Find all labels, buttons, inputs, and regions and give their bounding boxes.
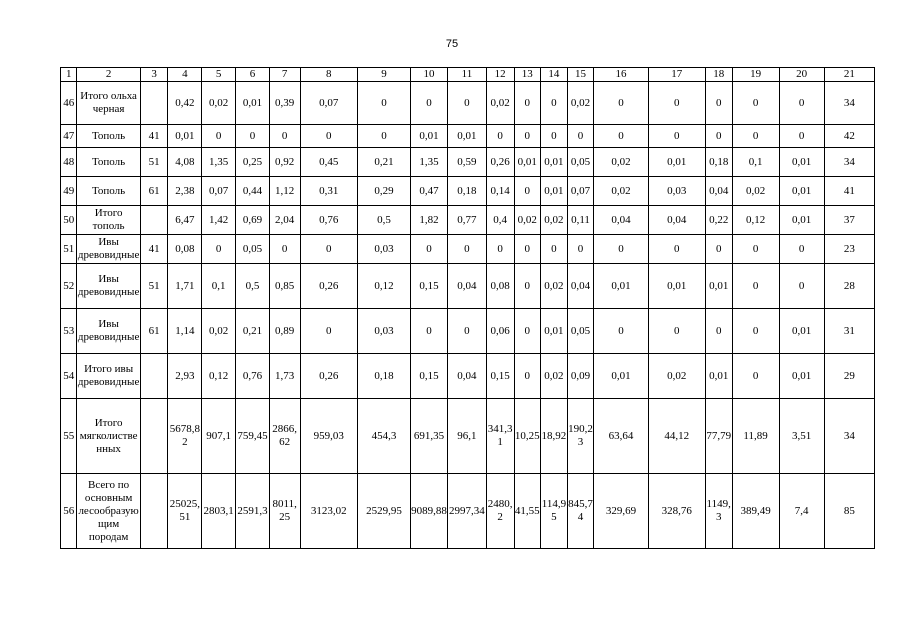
table-cell: 5678,82 xyxy=(168,399,202,474)
table-cell: 0 xyxy=(514,354,541,399)
table-cell: 0,01 xyxy=(447,125,486,148)
column-header: 8 xyxy=(300,68,357,82)
table-cell: 389,49 xyxy=(732,474,779,549)
table-cell: 0 xyxy=(447,309,486,354)
table-cell: 2,04 xyxy=(269,206,300,235)
table-cell: 0,77 xyxy=(447,206,486,235)
species-name-cell: Итого тополь xyxy=(77,206,140,235)
table-cell: 845,74 xyxy=(567,474,594,549)
table-cell: 0 xyxy=(648,235,705,264)
column-header: 21 xyxy=(824,68,874,82)
table-cell: 7,4 xyxy=(779,474,824,549)
table-cell: 0 xyxy=(732,309,779,354)
table-cell: 0,01 xyxy=(705,354,732,399)
column-header: 15 xyxy=(567,68,594,82)
column-header: 18 xyxy=(705,68,732,82)
table-cell: 0 xyxy=(779,235,824,264)
table-cell: 0,01 xyxy=(779,309,824,354)
table-cell: 29 xyxy=(824,354,874,399)
table-cell: 1,35 xyxy=(202,148,236,177)
table-cell: 41 xyxy=(140,125,168,148)
table-cell: 0 xyxy=(514,235,541,264)
table-cell xyxy=(140,474,168,549)
table-cell: 10,25 xyxy=(514,399,541,474)
table-cell: 0 xyxy=(236,125,270,148)
table-cell: 0,11 xyxy=(567,206,594,235)
table-cell: 41 xyxy=(140,235,168,264)
column-header: 3 xyxy=(140,68,168,82)
table-row xyxy=(61,148,875,177)
table-cell: 0,1 xyxy=(202,264,236,309)
table-row xyxy=(61,309,875,354)
table-cell: 0 xyxy=(705,309,732,354)
table-cell: 0 xyxy=(779,264,824,309)
column-header: 12 xyxy=(486,68,514,82)
table-cell: 0,01 xyxy=(779,148,824,177)
table-cell: 9089,88 xyxy=(411,474,448,549)
table-cell: 0,22 xyxy=(705,206,732,235)
table-cell: 0 xyxy=(732,235,779,264)
column-header: 1 xyxy=(61,68,77,82)
table-cell: 2,38 xyxy=(168,177,202,206)
table-cell: 0,4 xyxy=(486,206,514,235)
table-cell: 42 xyxy=(824,125,874,148)
table-cell: 0,42 xyxy=(168,82,202,125)
column-header: 11 xyxy=(447,68,486,82)
table-cell: 0,12 xyxy=(357,264,410,309)
table-cell: 0 xyxy=(357,82,410,125)
column-header: 14 xyxy=(541,68,568,82)
table-cell: 0 xyxy=(269,235,300,264)
table-cell: 0 xyxy=(514,264,541,309)
row-number-cell: 56 xyxy=(61,474,77,549)
table-cell: 3123,02 xyxy=(300,474,357,549)
row-number-cell: 46 xyxy=(61,82,77,125)
data-table xyxy=(60,67,875,549)
table-cell: 0 xyxy=(732,354,779,399)
table-cell: 1,73 xyxy=(269,354,300,399)
column-header: 7 xyxy=(269,68,300,82)
table-cell: 0 xyxy=(648,125,705,148)
table-cell: 0,04 xyxy=(648,206,705,235)
table-cell: 0,21 xyxy=(357,148,410,177)
table-cell xyxy=(140,206,168,235)
table-row xyxy=(61,125,875,148)
table-cell: 0 xyxy=(202,125,236,148)
table-cell: 0,01 xyxy=(541,309,568,354)
table-cell: 0 xyxy=(779,82,824,125)
row-number-cell: 51 xyxy=(61,235,77,264)
table-cell: 0,18 xyxy=(705,148,732,177)
table-cell: 0,01 xyxy=(541,177,568,206)
table-cell: 41 xyxy=(824,177,874,206)
table-cell: 454,3 xyxy=(357,399,410,474)
table-cell: 0,18 xyxy=(447,177,486,206)
row-number-cell: 52 xyxy=(61,264,77,309)
column-header: 10 xyxy=(411,68,448,82)
table-cell: 0 xyxy=(300,309,357,354)
table-cell: 0 xyxy=(411,309,448,354)
table-cell: 0 xyxy=(648,82,705,125)
table-cell: 0 xyxy=(732,125,779,148)
column-header: 6 xyxy=(236,68,270,82)
table-cell: 0 xyxy=(541,235,568,264)
table-cell: 0 xyxy=(514,309,541,354)
table-cell: 0,02 xyxy=(514,206,541,235)
table-cell: 0,03 xyxy=(648,177,705,206)
table-cell: 0,69 xyxy=(236,206,270,235)
table-cell: 0 xyxy=(447,82,486,125)
table-cell: 0,08 xyxy=(486,264,514,309)
table-row xyxy=(61,177,875,206)
table-cell: 0 xyxy=(411,82,448,125)
table-cell: 77,79 xyxy=(705,399,732,474)
table-cell: 0,02 xyxy=(202,309,236,354)
table-cell: 0,09 xyxy=(567,354,594,399)
species-name-cell: Итого ольха черная xyxy=(77,82,140,125)
table-cell: 0,76 xyxy=(236,354,270,399)
table-cell: 0,05 xyxy=(567,148,594,177)
table-cell: 0,31 xyxy=(300,177,357,206)
table-cell: 0 xyxy=(567,125,594,148)
table-row xyxy=(61,82,875,125)
table-cell: 2480,2 xyxy=(486,474,514,549)
table-cell: 0,01 xyxy=(594,264,648,309)
table-cell: 1149,3 xyxy=(705,474,732,549)
column-header: 19 xyxy=(732,68,779,82)
table-cell: 0 xyxy=(705,82,732,125)
table-cell: 0,18 xyxy=(357,354,410,399)
species-name-cell: Тополь xyxy=(77,148,140,177)
column-header: 13 xyxy=(514,68,541,82)
table-cell: 0,04 xyxy=(705,177,732,206)
table-cell: 0,01 xyxy=(514,148,541,177)
table-cell xyxy=(140,82,168,125)
table-cell: 0 xyxy=(447,235,486,264)
table-cell: 31 xyxy=(824,309,874,354)
table-cell: 61 xyxy=(140,177,168,206)
table-cell: 1,35 xyxy=(411,148,448,177)
table-cell: 0,01 xyxy=(541,148,568,177)
table-cell: 329,69 xyxy=(594,474,648,549)
table-cell: 0 xyxy=(202,235,236,264)
table-cell: 190,23 xyxy=(567,399,594,474)
species-name-cell: Ивы древовидные xyxy=(77,264,140,309)
table-cell: 0,39 xyxy=(269,82,300,125)
table-cell: 0,07 xyxy=(567,177,594,206)
table-cell: 0,02 xyxy=(486,82,514,125)
table-cell: 0,02 xyxy=(541,354,568,399)
page-number: 75 xyxy=(445,38,459,50)
species-name-cell: Ивы древовидные xyxy=(77,235,140,264)
table-cell: 28 xyxy=(824,264,874,309)
table-cell: 11,89 xyxy=(732,399,779,474)
table-cell: 51 xyxy=(140,148,168,177)
table-cell: 2529,95 xyxy=(357,474,410,549)
column-header: 5 xyxy=(202,68,236,82)
table-cell: 4,08 xyxy=(168,148,202,177)
row-number-cell: 53 xyxy=(61,309,77,354)
table-cell: 0,02 xyxy=(541,264,568,309)
table-cell: 0,5 xyxy=(357,206,410,235)
table-cell: 0,01 xyxy=(779,354,824,399)
table-cell: 44,12 xyxy=(648,399,705,474)
table-cell: 0,01 xyxy=(168,125,202,148)
column-header: 9 xyxy=(357,68,410,82)
table-cell xyxy=(140,399,168,474)
table-row xyxy=(61,354,875,399)
table-cell xyxy=(140,354,168,399)
table-cell: 0,45 xyxy=(300,148,357,177)
table-cell: 63,64 xyxy=(594,399,648,474)
species-name-cell: Тополь xyxy=(77,177,140,206)
table-cell: 0,08 xyxy=(168,235,202,264)
table-cell: 51 xyxy=(140,264,168,309)
table-cell: 1,12 xyxy=(269,177,300,206)
table-cell: 0,25 xyxy=(236,148,270,177)
column-header: 17 xyxy=(648,68,705,82)
table-cell: 1,71 xyxy=(168,264,202,309)
table-row xyxy=(61,206,875,235)
table-cell: 0 xyxy=(486,235,514,264)
header-row xyxy=(61,68,875,82)
table-row xyxy=(61,474,875,549)
table-cell: 0,05 xyxy=(567,309,594,354)
table-cell: 0 xyxy=(300,235,357,264)
species-name-cell: Ивы древовидные xyxy=(77,309,140,354)
table-cell: 0 xyxy=(514,125,541,148)
table-cell: 85 xyxy=(824,474,874,549)
table-cell: 0,03 xyxy=(357,309,410,354)
table-cell: 0,1 xyxy=(732,148,779,177)
table-cell: 0,47 xyxy=(411,177,448,206)
species-name-cell: Всего по основным лесообразующим породам xyxy=(77,474,140,549)
column-header: 16 xyxy=(594,68,648,82)
table-cell: 34 xyxy=(824,148,874,177)
table-cell: 0,04 xyxy=(447,264,486,309)
table-cell: 18,92 xyxy=(541,399,568,474)
table-cell: 61 xyxy=(140,309,168,354)
table-cell: 2997,34 xyxy=(447,474,486,549)
table-cell: 1,14 xyxy=(168,309,202,354)
table-cell: 0,05 xyxy=(236,235,270,264)
table-cell: 0 xyxy=(486,125,514,148)
table-cell: 2,93 xyxy=(168,354,202,399)
table-cell: 37 xyxy=(824,206,874,235)
table-cell: 0,07 xyxy=(202,177,236,206)
table-cell: 0,01 xyxy=(705,264,732,309)
table-cell: 2591,3 xyxy=(236,474,270,549)
table-cell: 0,12 xyxy=(732,206,779,235)
table-cell: 0,92 xyxy=(269,148,300,177)
table-cell: 0,02 xyxy=(541,206,568,235)
table-cell: 0 xyxy=(541,125,568,148)
table-cell: 0,01 xyxy=(779,177,824,206)
table-cell: 8011,25 xyxy=(269,474,300,549)
table-cell: 0 xyxy=(594,309,648,354)
table-cell: 114,95 xyxy=(541,474,568,549)
table-cell: 0,29 xyxy=(357,177,410,206)
table-cell: 0,02 xyxy=(202,82,236,125)
row-number-cell: 54 xyxy=(61,354,77,399)
table-cell: 0,26 xyxy=(300,264,357,309)
table-cell: 0,89 xyxy=(269,309,300,354)
table-cell: 907,1 xyxy=(202,399,236,474)
table-cell: 0,07 xyxy=(300,82,357,125)
table-cell: 0 xyxy=(514,177,541,206)
table-cell: 0,04 xyxy=(567,264,594,309)
table-cell: 0 xyxy=(594,235,648,264)
table-cell: 0,01 xyxy=(648,148,705,177)
table-cell: 0 xyxy=(300,125,357,148)
table-cell: 0,02 xyxy=(648,354,705,399)
table-cell: 0,02 xyxy=(594,148,648,177)
table-cell: 0 xyxy=(648,309,705,354)
row-number-cell: 47 xyxy=(61,125,77,148)
table-cell: 0 xyxy=(732,264,779,309)
table-row xyxy=(61,264,875,309)
table-cell: 6,47 xyxy=(168,206,202,235)
row-number-cell: 48 xyxy=(61,148,77,177)
table-cell: 3,51 xyxy=(779,399,824,474)
table-cell: 0,26 xyxy=(486,148,514,177)
table-cell: 34 xyxy=(824,82,874,125)
table-cell: 0,01 xyxy=(594,354,648,399)
table-cell: 341,31 xyxy=(486,399,514,474)
table-cell: 0 xyxy=(705,125,732,148)
table-cell: 2866,62 xyxy=(269,399,300,474)
table-cell: 0,04 xyxy=(447,354,486,399)
table-cell: 23 xyxy=(824,235,874,264)
table-cell: 0 xyxy=(514,82,541,125)
table-cell: 96,1 xyxy=(447,399,486,474)
table-cell: 0,76 xyxy=(300,206,357,235)
table-cell: 0,01 xyxy=(236,82,270,125)
table-cell: 34 xyxy=(824,399,874,474)
table-cell: 0,15 xyxy=(486,354,514,399)
column-header: 4 xyxy=(168,68,202,82)
table-cell: 0 xyxy=(705,235,732,264)
table-cell: 0 xyxy=(732,82,779,125)
table-row xyxy=(61,235,875,264)
table-cell: 0,02 xyxy=(567,82,594,125)
table-cell: 0 xyxy=(567,235,594,264)
table-cell: 0 xyxy=(594,82,648,125)
table-cell: 959,03 xyxy=(300,399,357,474)
table-cell: 0 xyxy=(541,82,568,125)
column-header: 2 xyxy=(77,68,140,82)
table-cell: 0,85 xyxy=(269,264,300,309)
table-cell: 1,42 xyxy=(202,206,236,235)
table-cell: 0,01 xyxy=(648,264,705,309)
column-header: 20 xyxy=(779,68,824,82)
table-cell: 0,14 xyxy=(486,177,514,206)
table-cell: 691,35 xyxy=(411,399,448,474)
table-cell: 0 xyxy=(779,125,824,148)
table-cell: 0,21 xyxy=(236,309,270,354)
table-cell: 759,45 xyxy=(236,399,270,474)
table-cell: 0,15 xyxy=(411,354,448,399)
species-name-cell: Итого ивы древовидные xyxy=(77,354,140,399)
table-cell: 1,82 xyxy=(411,206,448,235)
table-cell: 328,76 xyxy=(648,474,705,549)
table-cell: 0,03 xyxy=(357,235,410,264)
table-cell: 0,26 xyxy=(300,354,357,399)
species-name-cell: Итого мягколиственных xyxy=(77,399,140,474)
table-cell: 0,01 xyxy=(411,125,448,148)
table-cell: 0,44 xyxy=(236,177,270,206)
species-name-cell: Тополь xyxy=(77,125,140,148)
table-cell: 0,04 xyxy=(594,206,648,235)
table-cell: 0 xyxy=(269,125,300,148)
row-number-cell: 50 xyxy=(61,206,77,235)
row-number-cell: 49 xyxy=(61,177,77,206)
table-cell: 25025,51 xyxy=(168,474,202,549)
row-number-cell: 55 xyxy=(61,399,77,474)
table-cell: 0 xyxy=(357,125,410,148)
table-cell: 0,02 xyxy=(732,177,779,206)
table-cell: 0,01 xyxy=(779,206,824,235)
table-cell: 0,59 xyxy=(447,148,486,177)
table-cell: 2803,1 xyxy=(202,474,236,549)
table-cell: 0,12 xyxy=(202,354,236,399)
table-cell: 0,15 xyxy=(411,264,448,309)
table-cell: 0,06 xyxy=(486,309,514,354)
table-cell: 41,55 xyxy=(514,474,541,549)
table-cell: 0,02 xyxy=(594,177,648,206)
table-cell: 0,5 xyxy=(236,264,270,309)
table-row xyxy=(61,399,875,474)
table-cell: 0 xyxy=(594,125,648,148)
table-cell: 0 xyxy=(411,235,448,264)
